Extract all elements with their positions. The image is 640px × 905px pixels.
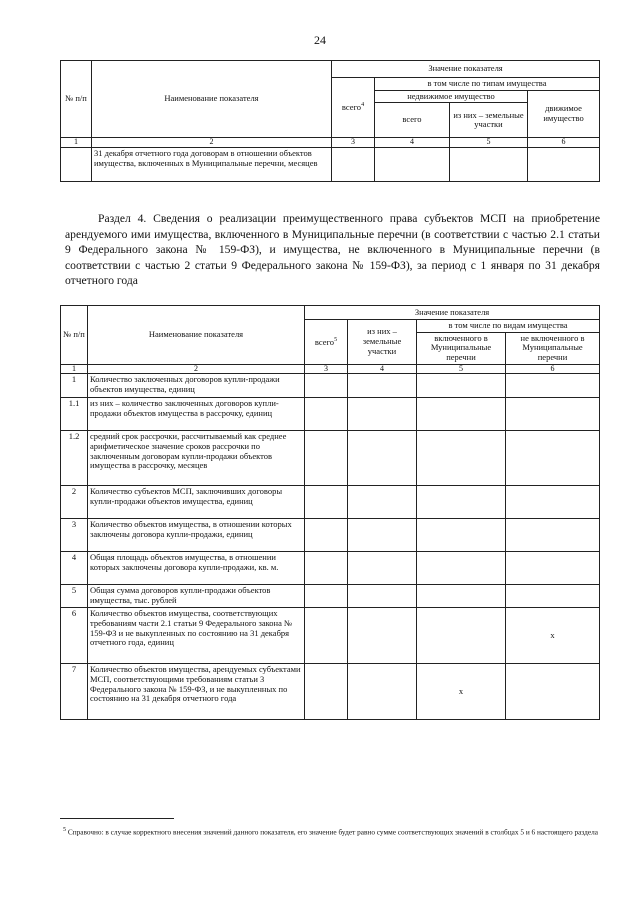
table-row <box>61 374 600 398</box>
index-cell: 4 <box>348 364 417 374</box>
index-cell: 3 <box>305 364 348 374</box>
index-cell: 2 <box>88 364 305 374</box>
value-cell <box>348 374 417 398</box>
value-cell <box>348 664 417 720</box>
index-cell: 1 <box>61 138 92 148</box>
value-cell <box>348 519 417 552</box>
row-num: 1.1 <box>61 398 88 431</box>
row-name: 31 декабря отчетного года договорам в отношении объектов имущества, включенных в Муниципальные перечни, месяцев <box>92 147 332 181</box>
value-cell <box>305 374 348 398</box>
value-cell <box>417 608 506 664</box>
row-name: Общая сумма договоров купли-продажи объектов имущества, тыс. рублей <box>88 585 305 608</box>
page-number: 24 <box>314 33 326 47</box>
value-cell <box>417 431 506 486</box>
index-cell: 1 <box>61 364 88 374</box>
header-name: Наименование показателя <box>88 306 305 365</box>
value-cell <box>506 585 600 608</box>
table-row <box>61 608 600 664</box>
value-cell <box>506 374 600 398</box>
value-cell <box>305 552 348 585</box>
table-row <box>61 486 600 519</box>
footnote <box>63 825 600 837</box>
footnote-divider <box>60 818 174 819</box>
row-num: 2 <box>61 486 88 519</box>
section3-table <box>60 60 600 182</box>
index-cell: 4 <box>375 138 450 148</box>
value-cell <box>417 585 506 608</box>
value-cell <box>305 431 348 486</box>
value-cell <box>506 519 600 552</box>
row-name: из них – количество заключенных договоров купли-продажи объектов имущества в рассрочку, единиц <box>88 398 305 431</box>
value-cell <box>348 486 417 519</box>
row-name: Общая площадь объектов имущества, в отношении которых заключены договора купли-продажи, кв. м. <box>88 552 305 585</box>
header-by-type: в том числе по типам имущества <box>375 78 600 91</box>
header-immovable: недвижимое имущество <box>375 90 528 103</box>
header-movable: движимое имущество <box>528 90 600 138</box>
table-row <box>61 585 600 608</box>
value-cell <box>506 398 600 431</box>
value-cell <box>417 519 506 552</box>
row-num: 6 <box>61 608 88 664</box>
row-num: 7 <box>61 664 88 720</box>
value-cell <box>417 374 506 398</box>
index-cell: 5 <box>417 364 506 374</box>
index-cell: 2 <box>92 138 332 148</box>
index-cell: 5 <box>450 138 528 148</box>
value-cell <box>348 431 417 486</box>
index-cell: 3 <box>332 138 375 148</box>
value-cell <box>450 147 528 181</box>
index-cell: 6 <box>506 364 600 374</box>
row-name: Количество объектов имущества, арендуемых субъектами МСП, соответствующими требованиям статьи 3 Федерального закона № 159-ФЗ, и не выкупленных по состоянию на 31 декабря отчетного года <box>88 664 305 720</box>
header-total: всего$^4$ <box>332 78 375 138</box>
row-name: Количество субъектов МСП, заключивших договоры купли-продажи объектов имущества, единиц <box>88 486 305 519</box>
row-num: 4 <box>61 552 88 585</box>
row-num: 3 <box>61 519 88 552</box>
row-num: 1 <box>61 374 88 398</box>
header-value: Значение показателя <box>332 61 600 78</box>
value-cell <box>305 486 348 519</box>
value-cell <box>417 398 506 431</box>
header-land: из них – земельные участки <box>348 320 417 365</box>
index-row <box>61 138 600 148</box>
row-num <box>61 147 92 181</box>
section4-table <box>60 305 600 720</box>
table-row <box>61 431 600 486</box>
not-applicable-mark: x <box>417 664 506 720</box>
table-row <box>61 519 600 552</box>
value-cell <box>305 585 348 608</box>
table-row <box>61 552 600 585</box>
value-cell <box>348 608 417 664</box>
header-included: включенного в Муниципальные перечни <box>417 332 506 364</box>
footnote-text: Справочно: в случае корректного внесения значений данного показателя, его значение будет равно сумме соответствующих значений в столбцах 5 и 6 настоящего раздела <box>67 827 598 837</box>
footnote-mark: 5 <box>63 827 66 833</box>
table-row <box>61 398 600 431</box>
header-num: № п/п <box>61 61 92 138</box>
table-row <box>61 664 600 720</box>
value-cell <box>375 147 450 181</box>
row-name: средний срок рассрочки, рассчитываемый как среднее арифметическое значение сроков рассрочки по заключенным договорам купли-продажи объектов имущества в рассрочку, месяцев <box>88 431 305 486</box>
value-cell <box>305 519 348 552</box>
value-cell <box>305 664 348 720</box>
value-cell <box>506 486 600 519</box>
header-immovable-total: всего <box>375 103 450 138</box>
value-cell <box>506 431 600 486</box>
header-by-kind: в том числе по видам имущества <box>417 320 600 333</box>
value-cell <box>348 585 417 608</box>
header-num: № п/п <box>61 306 88 365</box>
value-cell <box>417 486 506 519</box>
row-num: 1.2 <box>61 431 88 486</box>
value-cell <box>506 664 600 720</box>
value-cell <box>332 147 375 181</box>
value-cell <box>348 552 417 585</box>
value-cell <box>348 398 417 431</box>
row-name: Количество объектов имущества, в отношении которых заключены договора купли-продажи, единиц <box>88 519 305 552</box>
value-cell <box>506 552 600 585</box>
table-row <box>61 147 600 181</box>
header-name: Наименование показателя <box>92 61 332 138</box>
value-cell <box>305 608 348 664</box>
row-name: Количество заключенных договоров купли-продажи объектов имущества, единиц <box>88 374 305 398</box>
row-name: Количество объектов имущества, соответствующих требованиям части 2.1 статьи 9 Федерального закона № 159-ФЗ и не выкупленных по состоянию на 31 декабря отчетного года, единиц <box>88 608 305 664</box>
index-row <box>61 364 600 374</box>
row-num: 5 <box>61 585 88 608</box>
value-cell <box>417 552 506 585</box>
header-value: Значение показателя <box>305 306 600 320</box>
header-land: из них – земельные участки <box>450 103 528 138</box>
header-not-included: не включенного в Муниципальные перечни <box>506 332 600 364</box>
section-4-title: Раздел 4. Сведения о реализации преимущественного права субъектов МСП на приобретение арендуемого ими имущества, включенного в Муниципальные перечни (в соответствии с частью 2.1 статьи 9 Федерального закона № 159-ФЗ), и имущества, не включенного в Муниципальные перечни (в соответствии с частью 2 статьи 9 Федерального закона № 159-ФЗ), за период с 1 января по 31 декабря отчетного года <box>65 212 600 287</box>
not-applicable-mark: x <box>506 608 600 664</box>
header-total: всего$^5$ <box>305 320 348 365</box>
index-cell: 6 <box>528 138 600 148</box>
value-cell <box>305 398 348 431</box>
value-cell <box>528 147 600 181</box>
